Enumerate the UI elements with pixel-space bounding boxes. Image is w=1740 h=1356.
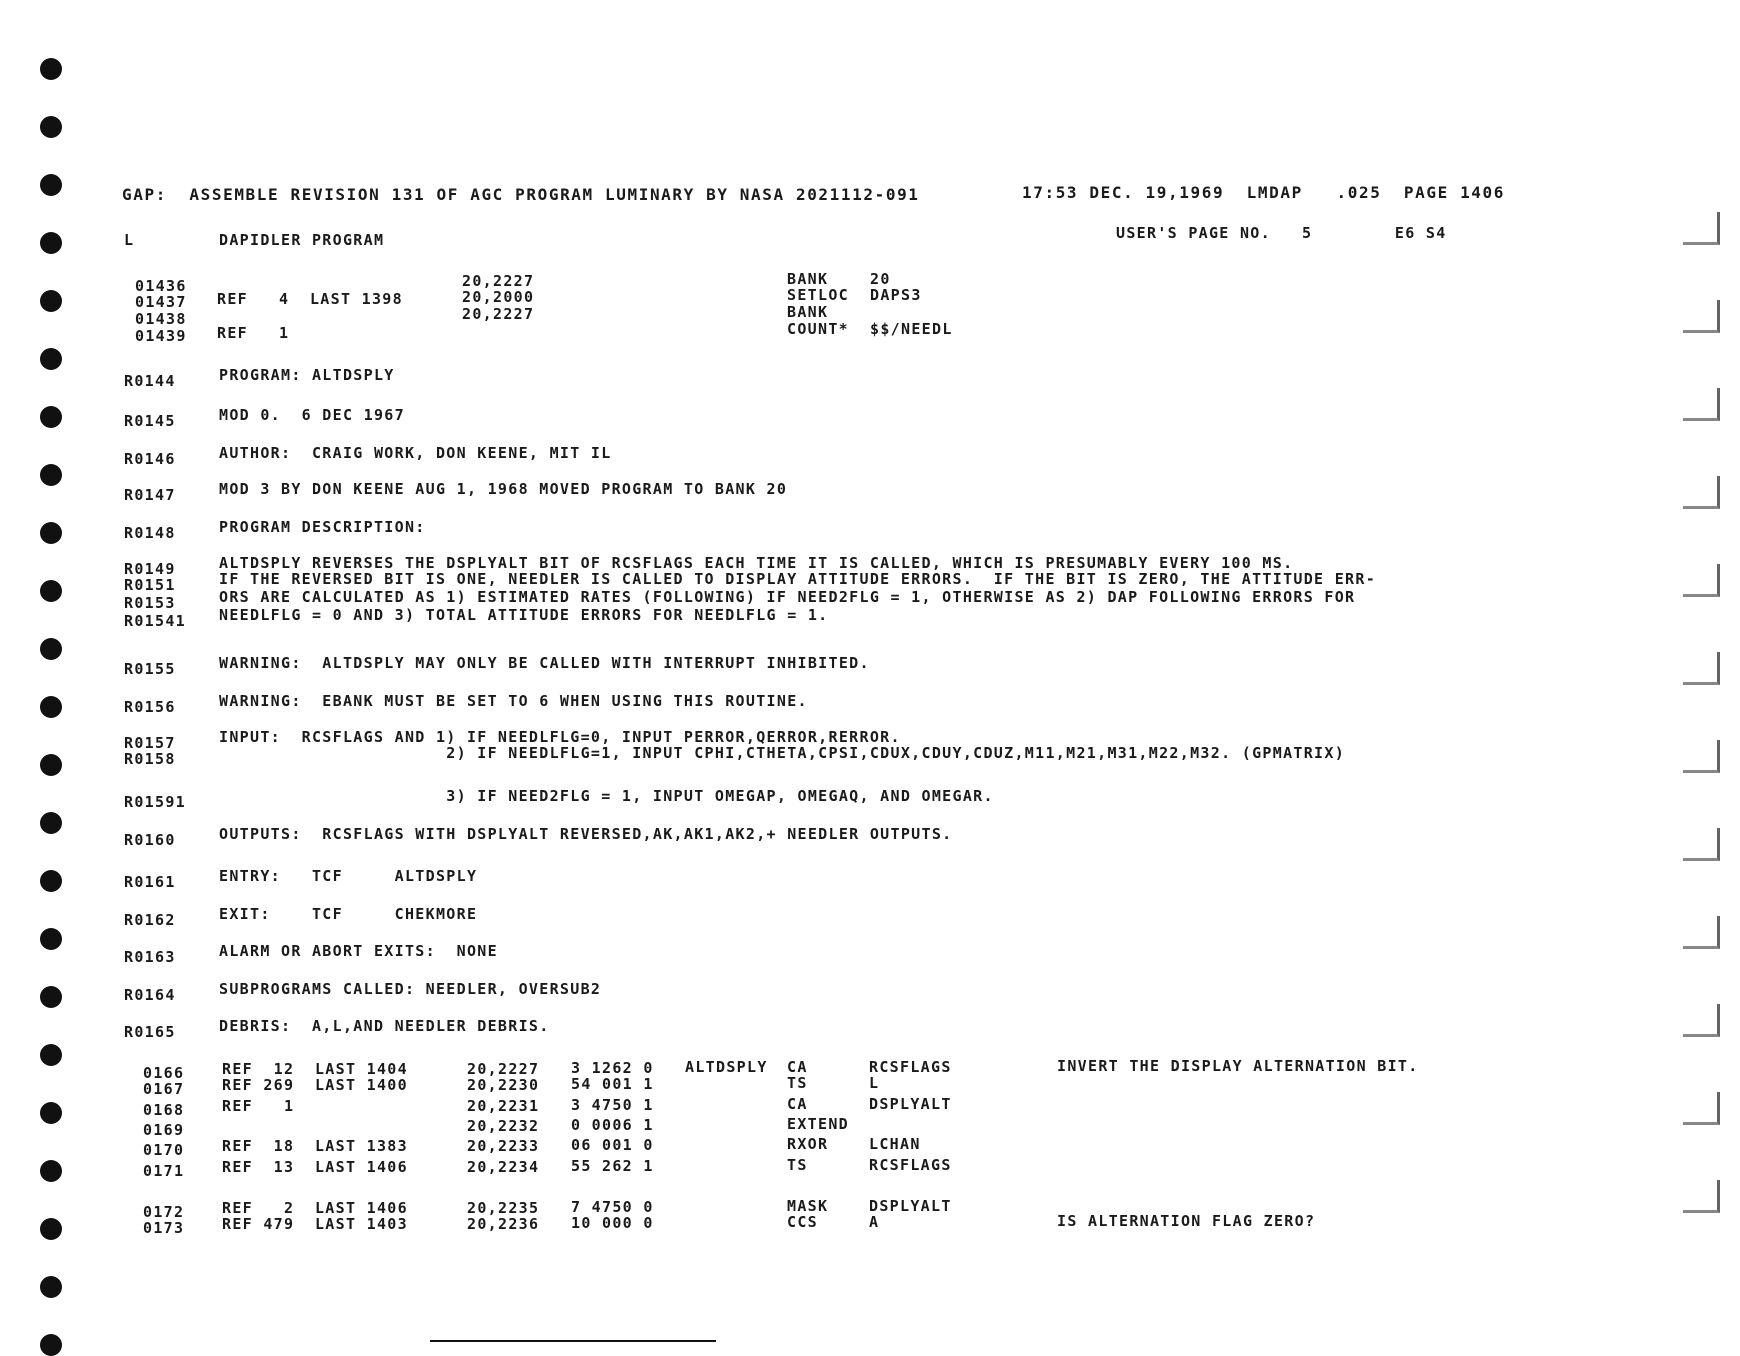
address: 20,2234	[467, 1158, 540, 1176]
punch-hole	[40, 290, 62, 312]
punch-hole	[40, 232, 62, 254]
opcode: RXOR	[787, 1135, 829, 1153]
opcode: TS	[787, 1156, 808, 1174]
punch-hole	[40, 638, 62, 660]
address: 20,2227	[467, 1060, 540, 1078]
remark-number: R0158	[124, 750, 176, 768]
edge-mark	[1683, 652, 1720, 685]
remark-text: ALTDSPLY REVERSES THE DSPLYALT BIT OF RCSFLAGS EACH TIME IT IS CALLED, WHICH IS PRESUMABLY EVERY 100 MS.	[219, 554, 1294, 572]
line-number: 01438	[135, 310, 187, 328]
punch-hole	[40, 1334, 62, 1356]
remark-number: R0155	[124, 660, 176, 678]
remark-number: R0160	[124, 831, 176, 849]
remark-number: R0144	[124, 372, 176, 390]
operand: DSPLYALT	[869, 1095, 952, 1113]
remark-text: INPUT: RCSFLAGS AND 1) IF NEEDLFLG=0, INPUT PERROR,QERROR,RERROR.	[219, 728, 901, 746]
edge-mark	[1683, 740, 1720, 773]
edge-mark	[1683, 388, 1720, 421]
remark-text: MOD 3 BY DON KEENE AUG 1, 1968 MOVED PROGRAM TO BANK 20	[219, 480, 788, 498]
remark-number: R0148	[124, 524, 176, 542]
header-l-marker: L	[124, 231, 135, 249]
opcode: EXTEND	[787, 1115, 849, 1133]
remark-number: R0147	[124, 486, 176, 504]
punch-hole	[40, 174, 62, 196]
opcode: BANK	[787, 270, 829, 288]
punch-hole	[40, 1218, 62, 1240]
edge-mark	[1683, 1092, 1720, 1125]
remark-number: R0153	[124, 594, 176, 612]
edge-mark	[1683, 212, 1720, 245]
remark-text: PROGRAM DESCRIPTION:	[219, 518, 426, 536]
remark-text: 3) IF NEED2FLG = 1, INPUT OMEGAP, OMEGAQ, AND OMEGAR.	[219, 787, 994, 805]
edge-mark	[1683, 916, 1720, 949]
operand: DAPS3	[870, 286, 922, 304]
octal-word: 06 001 0	[571, 1136, 654, 1154]
opcode: MASK	[787, 1197, 829, 1215]
punch-hole	[40, 928, 62, 950]
ref-info: REF 12 LAST 1404	[222, 1060, 408, 1078]
punch-hole	[40, 348, 62, 370]
header-user-page: USER'S PAGE NO. 5 E6 S4	[1116, 224, 1447, 242]
punch-hole	[40, 870, 62, 892]
line-number: 0169	[143, 1121, 185, 1139]
octal-word: 3 4750 1	[571, 1096, 654, 1114]
ref-info: REF 2 LAST 1406	[222, 1199, 408, 1217]
ref-info: REF 1	[222, 1097, 295, 1115]
operand: A	[869, 1213, 880, 1231]
remark-text: NEEDLFLG = 0 AND 3) TOTAL ATTITUDE ERRORS FOR NEEDLFLG = 1.	[219, 606, 829, 624]
punch-hole	[40, 58, 62, 80]
line-number: 0167	[143, 1080, 185, 1098]
remark-number: R0165	[124, 1023, 176, 1041]
remark-number: R0162	[124, 911, 176, 929]
punch-hole	[40, 1276, 62, 1298]
comment: INVERT THE DISPLAY ALTERNATION BIT.	[1057, 1057, 1419, 1075]
operand: RCSFLAGS	[869, 1156, 952, 1174]
remark-text: AUTHOR: CRAIG WORK, DON KEENE, MIT IL	[219, 444, 612, 462]
octal-word: 54 001 1	[571, 1075, 654, 1093]
bottom-rule	[430, 1340, 716, 1342]
address: 20,2236	[467, 1215, 540, 1233]
line-number: 0173	[143, 1219, 185, 1237]
header-title: GAP: ASSEMBLE REVISION 131 OF AGC PROGRAM LUMINARY BY NASA 2021112-091	[122, 185, 920, 204]
octal-word: 0 0006 1	[571, 1116, 654, 1134]
punch-hole	[40, 754, 62, 776]
ref-info: REF 13 LAST 1406	[222, 1158, 408, 1176]
ref-info: REF 4 LAST 1398	[217, 290, 403, 308]
line-number: 0170	[143, 1141, 185, 1159]
punch-hole	[40, 1044, 62, 1066]
edge-mark	[1683, 1180, 1720, 1213]
operand: $$/NEEDL	[870, 320, 953, 338]
remark-text: OUTPUTS: RCSFLAGS WITH DSPLYALT REVERSED,AK,AK1,AK2,+ NEEDLER OUTPUTS.	[219, 825, 953, 843]
remark-text: 2) IF NEEDLFLG=1, INPUT CPHI,CTHETA,CPSI,CDUX,CDUY,CDUZ,M11,M21,M31,M22,M32. (GPMATRIX)	[219, 744, 1346, 762]
opcode: SETLOC	[787, 286, 849, 304]
address: 20,2235	[467, 1199, 540, 1217]
remark-text: IF THE REVERSED BIT IS ONE, NEEDLER IS CALLED TO DISPLAY ATTITUDE ERRORS. IF THE BIT IS ZERO, THE ATTITUDE ERR-	[219, 570, 1377, 588]
opcode: CCS	[787, 1213, 818, 1231]
octal-word: 55 262 1	[571, 1157, 654, 1175]
operand: RCSFLAGS	[869, 1058, 952, 1076]
punch-hole	[40, 116, 62, 138]
edge-mark	[1683, 300, 1720, 333]
address: 20,2000	[462, 288, 535, 306]
edge-mark	[1683, 564, 1720, 597]
ref-info: REF 479 LAST 1403	[222, 1215, 408, 1233]
punch-hole	[40, 464, 62, 486]
remark-number: R0156	[124, 698, 176, 716]
operand: 20	[870, 270, 891, 288]
ref-info: REF 18 LAST 1383	[222, 1137, 408, 1155]
line-number: 0172	[143, 1203, 185, 1221]
remark-text: SUBPROGRAMS CALLED: NEEDLER, OVERSUB2	[219, 980, 602, 998]
remark-text: MOD 0. 6 DEC 1967	[219, 406, 405, 424]
address: 20,2231	[467, 1097, 540, 1115]
line-number: 0166	[143, 1064, 185, 1082]
operand: DSPLYALT	[869, 1197, 952, 1215]
punch-hole	[40, 1102, 62, 1124]
operand: L	[869, 1074, 880, 1092]
ref-info: REF 1	[217, 324, 290, 342]
opcode: CA	[787, 1095, 808, 1113]
remark-text: ALARM OR ABORT EXITS: NONE	[219, 942, 498, 960]
remark-number: R0157	[124, 734, 176, 752]
punch-hole	[40, 812, 62, 834]
code-label: ALTDSPLY	[685, 1058, 768, 1076]
punch-hole	[40, 580, 62, 602]
line-number: 0168	[143, 1101, 185, 1119]
punch-hole	[40, 522, 62, 544]
edge-mark	[1683, 828, 1720, 861]
remark-text: ENTRY: TCF ALTDSPLY	[219, 867, 478, 885]
remark-number: R0151	[124, 576, 176, 594]
opcode: TS	[787, 1074, 808, 1092]
remark-text: ORS ARE CALCULATED AS 1) ESTIMATED RATES (FOLLOWING) IF NEED2FLG = 1, OTHERWISE AS 2) DAP FOLLOWING ERRORS FOR	[219, 588, 1356, 606]
remark-number: R01591	[124, 793, 186, 811]
line-number: 01437	[135, 293, 187, 311]
opcode: BANK	[787, 303, 829, 321]
line-number: 01436	[135, 277, 187, 295]
header-program-name: DAPIDLER PROGRAM	[219, 231, 385, 249]
remark-number: R0149	[124, 560, 176, 578]
opcode: COUNT*	[787, 320, 849, 338]
remark-number: R0163	[124, 948, 176, 966]
address: 20,2232	[467, 1117, 540, 1135]
header-date-page: 17:53 DEC. 19,1969 LMDAP .025 PAGE 1406	[1022, 183, 1506, 202]
remark-text: PROGRAM: ALTDSPLY	[219, 366, 395, 384]
edge-mark	[1683, 1004, 1720, 1037]
address: 20,2227	[462, 305, 535, 323]
comment: IS ALTERNATION FLAG ZERO?	[1057, 1212, 1316, 1230]
remark-number: R01541	[124, 612, 186, 630]
remark-text: WARNING: ALTDSPLY MAY ONLY BE CALLED WITH INTERRUPT INHIBITED.	[219, 654, 870, 672]
ref-info: REF 269 LAST 1400	[222, 1076, 408, 1094]
remark-number: R0161	[124, 873, 176, 891]
operand: LCHAN	[869, 1135, 921, 1153]
remark-number: R0164	[124, 986, 176, 1004]
remark-text: WARNING: EBANK MUST BE SET TO 6 WHEN USING THIS ROUTINE.	[219, 692, 808, 710]
line-number: 01439	[135, 327, 187, 345]
address: 20,2230	[467, 1076, 540, 1094]
address: 20,2233	[467, 1137, 540, 1155]
edge-mark	[1683, 476, 1720, 509]
remark-text: DEBRIS: A,L,AND NEEDLER DEBRIS.	[219, 1017, 550, 1035]
octal-word: 7 4750 0	[571, 1198, 654, 1216]
punch-hole	[40, 986, 62, 1008]
remark-number: R0145	[124, 412, 176, 430]
line-number: 0171	[143, 1162, 185, 1180]
opcode: CA	[787, 1058, 808, 1076]
octal-word: 3 1262 0	[571, 1059, 654, 1077]
address: 20,2227	[462, 272, 535, 290]
punch-hole	[40, 696, 62, 718]
punch-hole	[40, 1160, 62, 1182]
punch-hole	[40, 406, 62, 428]
remark-number: R0146	[124, 450, 176, 468]
octal-word: 10 000 0	[571, 1214, 654, 1232]
remark-text: EXIT: TCF CHEKMORE	[219, 905, 478, 923]
